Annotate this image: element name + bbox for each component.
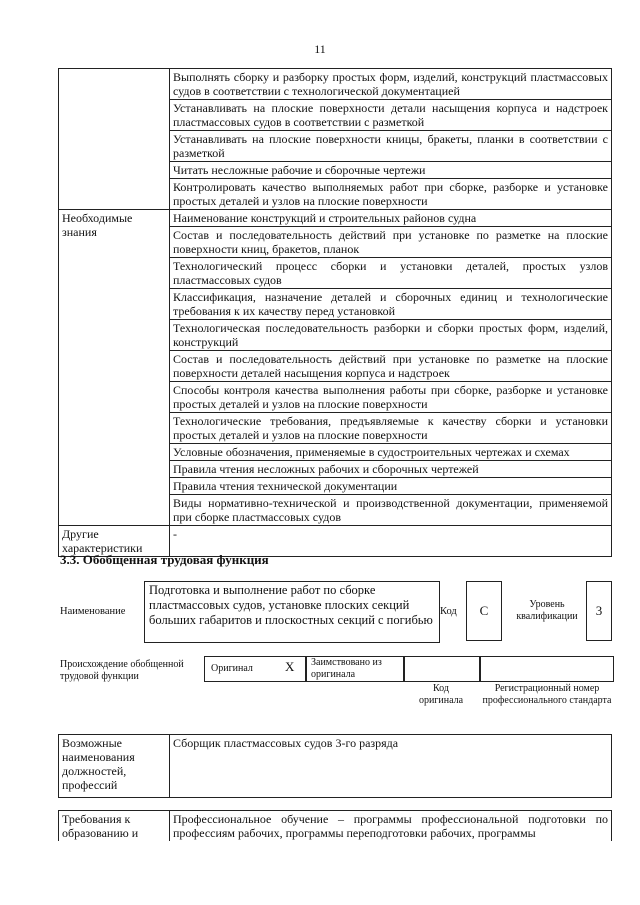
code-label: Код <box>440 606 457 617</box>
level-label: Уровень квалификации <box>516 599 578 622</box>
level-value: 3 <box>586 581 612 641</box>
positions-label: Возможные наименования должностей, профессий <box>59 735 170 798</box>
row-text: Условные обозначения, применяемые в судостроительных чертежах и схемах <box>170 444 612 461</box>
name-label: Наименование <box>60 606 126 617</box>
row-label <box>59 69 170 210</box>
positions-table <box>58 734 612 798</box>
row-text: Правила чтения несложных рабочих и сборочных чертежей <box>170 461 612 478</box>
row-text: Читать несложные рабочие и сборочные чертежи <box>170 162 612 179</box>
code-original-label: Код оригинала <box>418 683 464 706</box>
requirements-table <box>58 68 612 557</box>
row-text: Правила чтения технической документации <box>170 478 612 495</box>
education-table <box>58 810 612 841</box>
origin-label: Происхождение обобщенной трудовой функции <box>60 659 184 682</box>
borrowed-cell <box>306 656 404 682</box>
code-value: C <box>466 581 502 641</box>
code-original-cell <box>404 656 480 682</box>
row-text: Технологическая последовательность разборки и сборки простых форм, изделий, конструкций <box>170 320 612 351</box>
row-text: Контролировать качество выполняемых работ при сборке, разборке и установке простых деталей и узлов на плоские поверхности <box>170 179 612 210</box>
row-label: Другие характеристики <box>59 526 170 557</box>
row-text: Технологические требования, предъявляемые к качеству сборки и установки простых деталей и узлов на плоские поверхности <box>170 413 612 444</box>
original-mark: X <box>285 659 295 674</box>
row-text: Виды нормативно-технической и производственной документации, применяемой при сборке пластмассовых судов <box>170 495 612 526</box>
original-label: Оригинал <box>211 663 253 674</box>
reg-number-cell <box>480 656 614 682</box>
row-text: - <box>170 526 612 557</box>
name-value: Подготовка и выполнение работ по сборке пластмассовых судов, установке плоских секций больших габаритов и плоскостных секций с погибью <box>144 581 440 643</box>
borrowed-label: Заимствовано из оригинала <box>311 657 382 680</box>
table-row <box>59 210 612 227</box>
row-text: Способы контроля качества выполнения работы при сборке, разборке и установке простых деталей и узлов на плоские поверхности <box>170 382 612 413</box>
row-text: Наименование конструкций и строительных районов судна <box>170 210 612 227</box>
page-number: 11 <box>314 42 326 56</box>
row-label: Необходимые знания <box>59 210 170 526</box>
reg-number-label: Регистрационный номер профессионального стандарта <box>482 683 612 706</box>
row-text: Устанавливать на плоские поверхности детали насыщения корпуса и надстроек пластмассовых судов в соответствии с разметкой <box>170 100 612 131</box>
positions-value: Сборщик пластмассовых судов 3-го разряда <box>170 735 612 798</box>
row-text: Классификация, назначение деталей и сборочных единиц и технологические требования к их качеству перед установкой <box>170 289 612 320</box>
original-cell <box>204 656 306 682</box>
education-label: Требования к образованию и <box>59 811 170 842</box>
education-value: Профессиональное обучение – программы профессиональной подготовки по профессиям рабочих, программы переподготовки рабочих, программы <box>170 811 612 842</box>
row-text: Технологический процесс сборки и установки деталей, простых узлов пластмассовых судов <box>170 258 612 289</box>
table-row <box>59 69 612 100</box>
row-text: Состав и последовательность действий при установке по разметке на плоские поверхности деталей насыщения корпуса и надстроек <box>170 351 612 382</box>
row-text: Выполнять сборку и разборку простых форм, изделий, конструкций пластмассовых судов в соответствии с технологической документацией <box>170 69 612 100</box>
row-text: Состав и последовательность действий при установке по разметке на плоские поверхности книц, бракетов, планок <box>170 227 612 258</box>
section-title: 3.3. Обобщенная трудовая функция <box>60 552 269 567</box>
row-text: Устанавливать на плоские поверхности кницы, бракеты, планки в соответствии с разметкой <box>170 131 612 162</box>
